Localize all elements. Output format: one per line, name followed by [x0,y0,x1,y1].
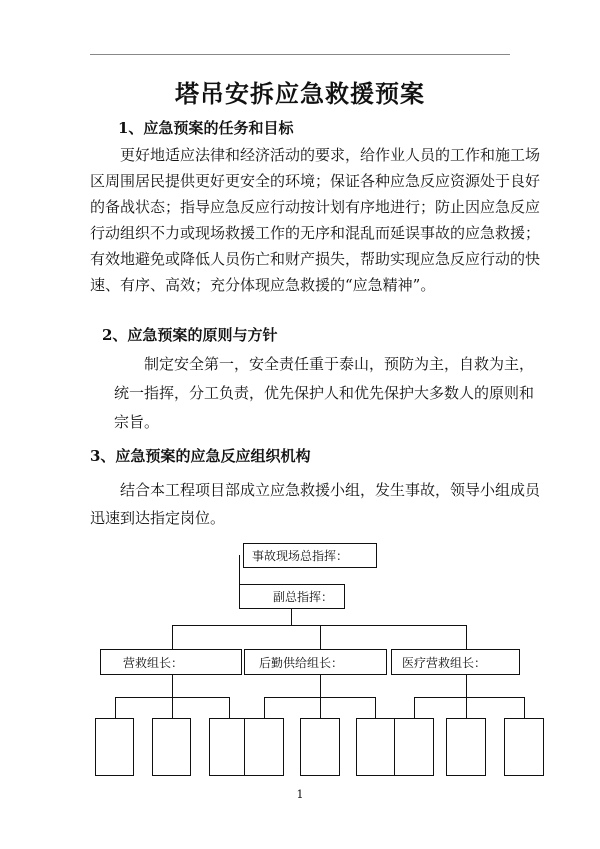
org-member-box [152,718,191,776]
org-connector [229,697,230,718]
org-member-box [446,718,486,776]
section-3-line: 结合本工程项目部成立应急救援小组，发生事故，领导小组成员 [120,481,541,499]
org-group-label: 后勤供给组长： [259,655,344,670]
section-2-line: 制定安全第一，安全责任重于泰山，预防为主，自救为主， [144,355,535,373]
org-connector [172,625,173,649]
org-connector [291,609,292,625]
org-member-box [356,718,396,776]
org-connector [375,697,376,718]
section-1-heading: 1、应急预案的任务和目标 [118,119,294,137]
org-group-label: 医疗营救组长： [402,655,487,670]
org-connector [466,625,467,649]
org-top-box [243,543,377,568]
org-member-box [300,718,340,776]
org-member-box [394,718,434,776]
org-connector [115,697,116,718]
org-connector [524,697,525,718]
org-connector [466,697,467,718]
org-member-box [95,718,134,776]
org-connector [264,697,265,718]
org-connector [172,675,173,697]
section-2-line: 宗旨。 [114,413,160,431]
org-deputy-label: 副总指挥： [273,590,334,604]
section-2-line: 统一指挥，分工负责，优先保护人和优先保护大多数人的原则和 [114,384,535,402]
section-2-heading: 2、应急预案的原则与方针 [102,326,278,344]
section-3-line: 迅速到达指定岗位。 [90,509,226,527]
org-member-box [209,718,248,776]
org-member-box [244,718,284,776]
org-connector [414,697,525,698]
section-3-heading: 3、应急预案的应急反应组织机构 [90,447,311,465]
section-1-line: 行动组织不力或现场救援工作的无序和混乱而延误事故的应急救援； [90,224,541,242]
document-title: 塔吊安拆应急救援预案 [175,79,425,108]
header-rule [90,54,510,55]
org-connector [414,697,415,718]
section-1-body [90,142,541,298]
org-connector [320,697,321,718]
org-connector [172,697,173,718]
org-group-label: 营救组长： [123,655,184,670]
section-1-line: 有效地避免或降低人员伤亡和财产损失，帮助实现应急反应行动的快 [90,250,541,268]
org-connector [320,625,321,649]
section-1-line: 更好地适应法律和经济活动的要求，给作业人员的工作和施工场 [120,146,541,164]
section-2-body [114,350,534,437]
org-group-box [100,649,242,675]
section-1-line: 区周围居民提供更好更安全的环境；保证各种应急反应资源处于良好 [90,172,541,190]
section-1-line: 的备战状态；指导应急反应行动按计划有序地进行；防止因应急反应 [90,198,541,216]
section-1-line: 速、有序、高效；充分体现应急救援的“应急精神”。 [90,276,436,294]
section-3-body [90,476,541,532]
org-member-box [504,718,544,776]
org-group-box [244,649,387,675]
org-group-box [391,649,520,675]
org-connector [320,675,321,697]
org-connector [466,675,467,697]
org-deputy-box [239,584,345,609]
page-number: 1 [296,788,304,801]
org-top-label: 事故现场总指挥： [252,549,349,563]
